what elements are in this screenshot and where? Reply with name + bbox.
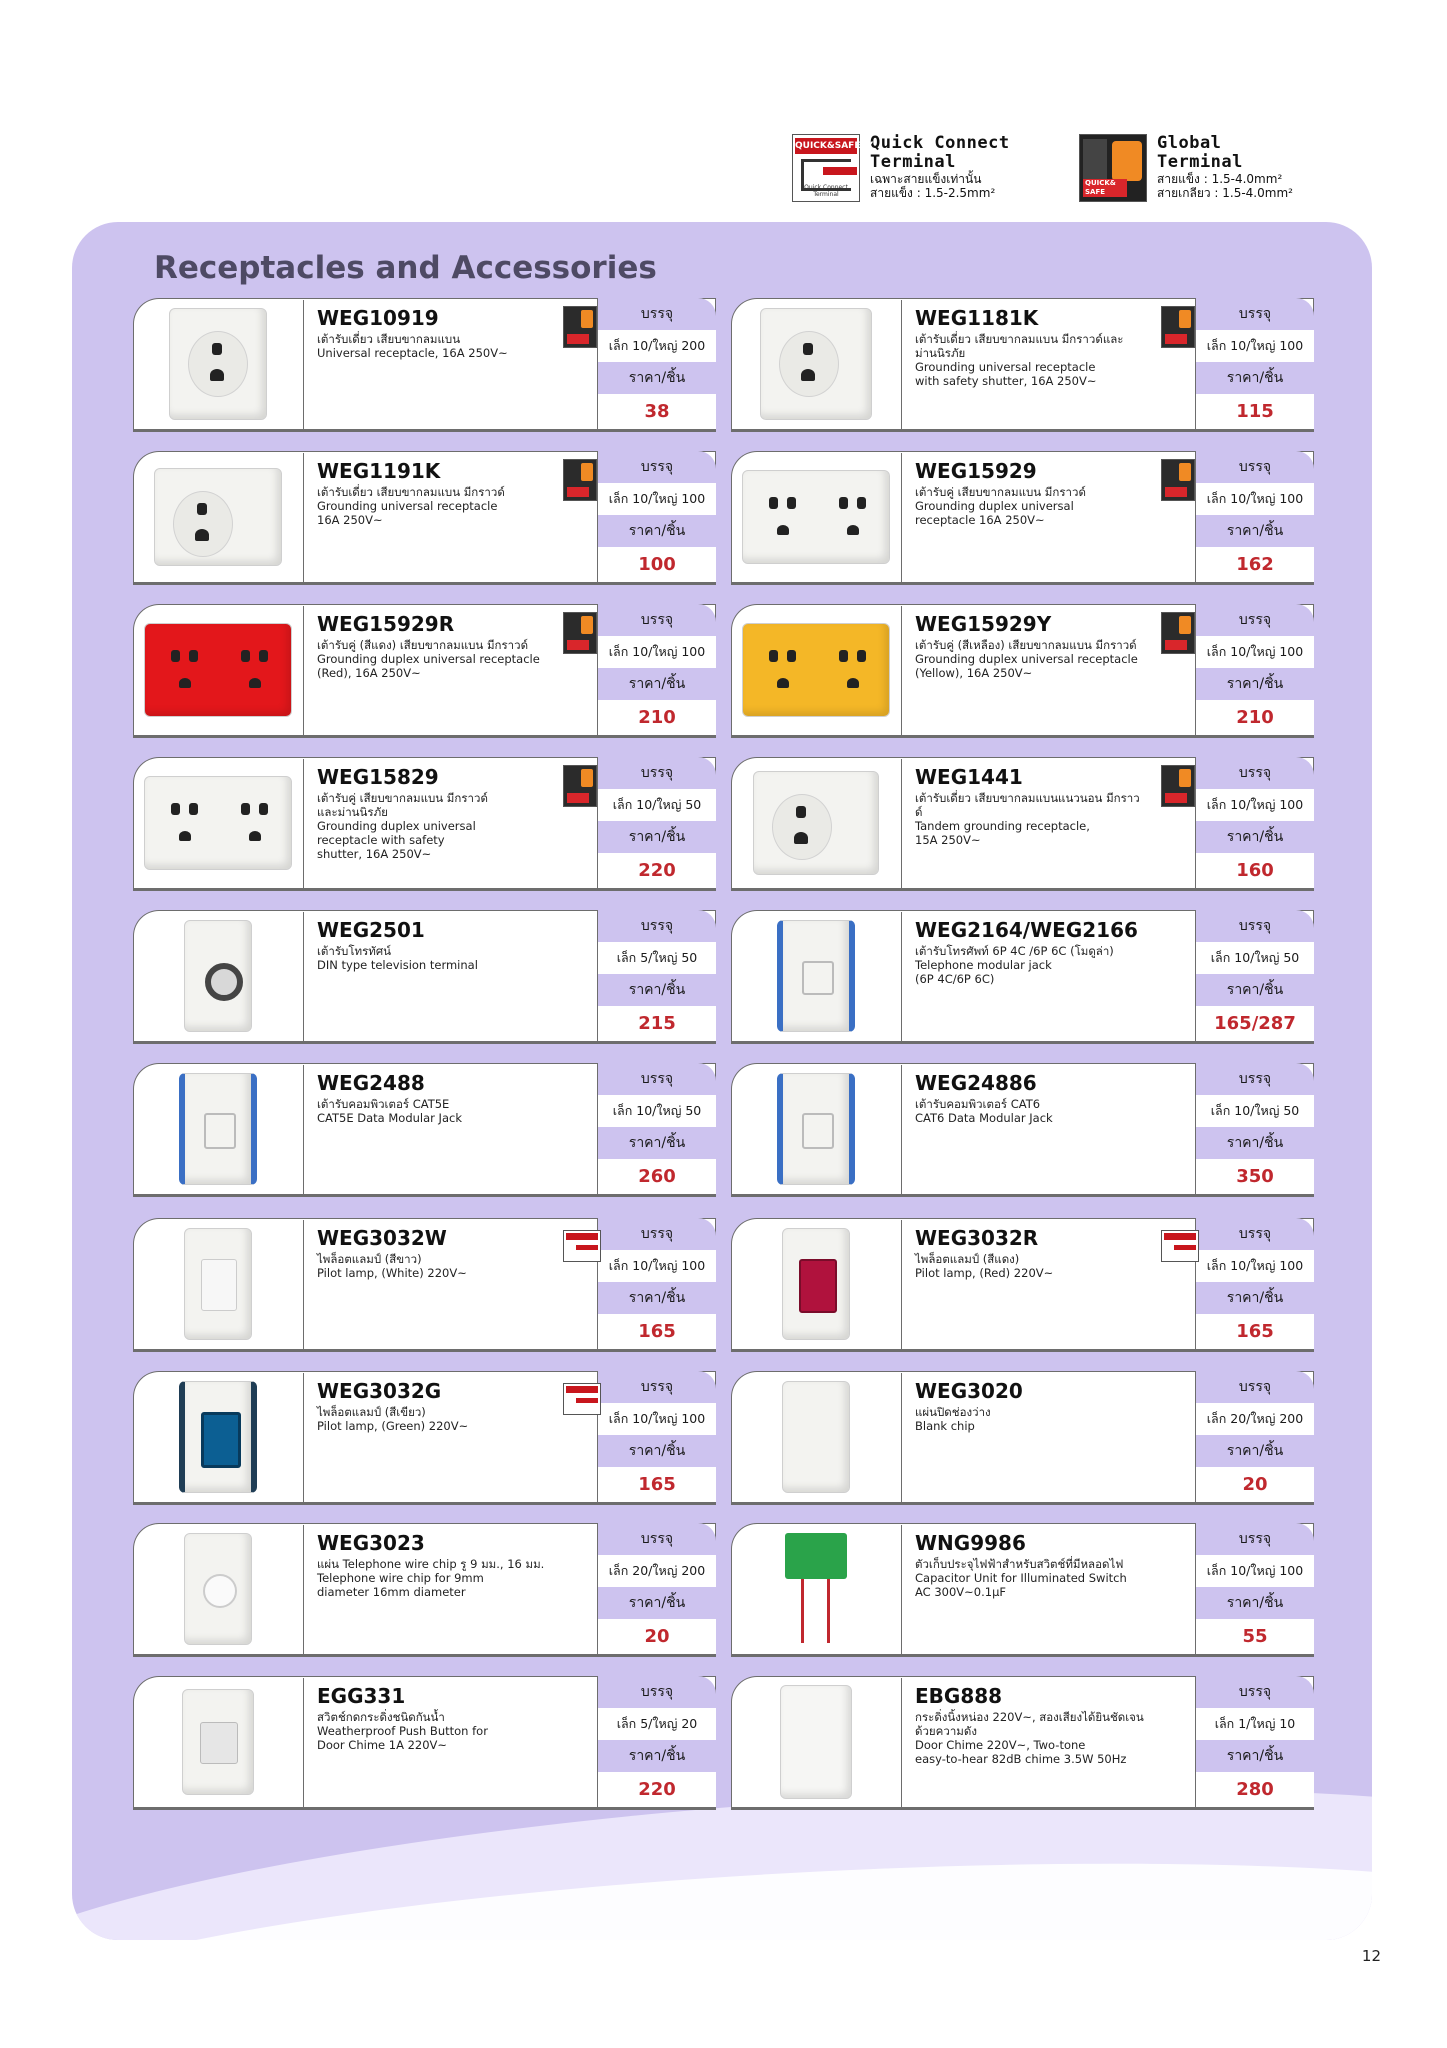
- product-card: [133, 910, 716, 1044]
- product-image: [741, 918, 891, 1034]
- product-description: เต้ารับเดี่ยว เสียบขากลมแบน มีกราวด์ Grounding universal receptacle 16A 250V~: [317, 485, 505, 527]
- product-image: [741, 1379, 891, 1495]
- product-description: เต้ารับคอมพิวเตอร์ CAT5E CAT5E Data Modular Jack: [317, 1097, 462, 1125]
- pack-label: บรรจุ: [598, 604, 716, 637]
- price-box: [597, 1523, 716, 1657]
- pack-quantity: เล็ก 20/ใหญ่ 200: [1196, 1403, 1314, 1436]
- quick-connect-title: Quick Connect: [870, 133, 1010, 153]
- product-image: [741, 1071, 891, 1187]
- module-plate: [777, 1073, 855, 1185]
- pack-quantity: เล็ก 10/ใหญ่ 100: [1196, 330, 1314, 363]
- module-plate: [184, 1228, 252, 1340]
- capacitor-image: [781, 1533, 851, 1645]
- price-label: ราคา/ชิ้น: [598, 1587, 716, 1620]
- module-plate: [179, 1073, 257, 1185]
- price-box: [1195, 1371, 1314, 1505]
- price-box: [1195, 1676, 1314, 1810]
- pack-quantity: เล็ก 10/ใหญ่ 50: [1196, 942, 1314, 975]
- pack-quantity: เล็ก 10/ใหญ่ 100: [598, 1250, 716, 1283]
- price-value: 115: [1196, 394, 1314, 429]
- quick-connect-legend: [792, 134, 1010, 206]
- product-description: เต้ารับคู่ เสียบขากลมแบน มีกราวด์ และม่านนิรภัย Grounding duplex universal receptacle with safety shutter, 16A 250V~: [317, 791, 488, 861]
- module-plate: [184, 920, 252, 1032]
- global-terminal-badge-icon: [563, 459, 597, 501]
- module-plate: [782, 1381, 850, 1493]
- product-image: [741, 612, 891, 728]
- product-description: เต้ารับคู่ (สีเหลือง) เสียบขากลมแบน มีกราวด์ Grounding duplex universal receptacle (Yellow), 16A 250V~: [915, 638, 1138, 680]
- duplex-outlet-plate: [742, 623, 890, 717]
- product-card: [731, 298, 1314, 432]
- outlet-plate: [169, 308, 267, 420]
- outlet-plate: [753, 771, 879, 875]
- price-value: 260: [598, 1159, 716, 1194]
- pack-quantity: เล็ก 10/ใหญ่ 100: [1196, 483, 1314, 516]
- price-label: ราคา/ชิ้น: [598, 1127, 716, 1160]
- product-description: ไพล็อตแลมป์ (สีขาว) Pilot lamp, (White) 220V~: [317, 1252, 467, 1280]
- price-box: [597, 1063, 716, 1197]
- price-value: 20: [598, 1619, 716, 1654]
- pack-quantity: เล็ก 20/ใหญ่ 200: [598, 1555, 716, 1588]
- price-value: 38: [598, 394, 716, 429]
- pack-quantity: เล็ก 10/ใหญ่ 100: [1196, 789, 1314, 822]
- product-image: [143, 306, 293, 422]
- product-code: WEG10919: [317, 306, 439, 330]
- price-label: ราคา/ชิ้น: [598, 1435, 716, 1468]
- global-terminal-title-2: Terminal: [1157, 152, 1243, 172]
- quick-safety-badge-icon: [563, 1383, 601, 1415]
- product-code: WEG15929Y: [915, 612, 1052, 636]
- price-label: ราคา/ชิ้น: [598, 668, 716, 701]
- duplex-outlet-plate: [144, 623, 292, 717]
- pack-label: บรรจุ: [1196, 604, 1314, 637]
- price-label: ราคา/ชิ้น: [1196, 515, 1314, 548]
- pack-label: บรรจุ: [1196, 910, 1314, 943]
- price-box: [597, 910, 716, 1044]
- product-image: [143, 765, 293, 881]
- price-box: [597, 604, 716, 738]
- product-image: [741, 1531, 891, 1647]
- pack-quantity: เล็ก 10/ใหญ่ 100: [1196, 636, 1314, 669]
- global-terminal-badge-icon: [1161, 306, 1195, 348]
- global-terminal-icon: [1079, 134, 1147, 202]
- pack-quantity: เล็ก 10/ใหญ่ 100: [598, 636, 716, 669]
- pack-quantity: เล็ก 10/ใหญ่ 50: [1196, 1095, 1314, 1128]
- global-terminal-badge-label: QUICK& SAFE: [1083, 179, 1127, 197]
- product-code: WEG3020: [915, 1379, 1023, 1403]
- pack-quantity: เล็ก 10/ใหญ่ 50: [598, 789, 716, 822]
- product-card: [731, 451, 1314, 585]
- page-number: 12: [1361, 1947, 1381, 1965]
- pack-label: บรรจุ: [1196, 757, 1314, 790]
- product-description: แผ่นปิดช่องว่าง Blank chip: [915, 1405, 991, 1433]
- global-stranded-wire: สายเกลียว : 1.5-4.0mm²: [1157, 186, 1293, 200]
- product-card: [133, 757, 716, 891]
- price-value: 220: [598, 1772, 716, 1807]
- product-image: [741, 765, 891, 881]
- global-terminal-badge-icon: [1161, 459, 1195, 501]
- product-description: แผ่น Telephone wire chip รู 9 มม., 16 มม. Telephone wire chip for 9mm diameter 16mm diameter: [317, 1557, 545, 1599]
- global-terminal-badge-icon: [563, 306, 597, 348]
- price-box: [597, 451, 716, 585]
- product-code: WEG3032R: [915, 1226, 1039, 1250]
- price-label: ราคา/ชิ้น: [1196, 1127, 1314, 1160]
- page-title: Receptacles and Accessories: [154, 250, 657, 286]
- product-image: [143, 459, 293, 575]
- global-solid-wire: สายแข็ง : 1.5-4.0mm²: [1157, 172, 1283, 186]
- pack-label: บรรจุ: [598, 1371, 716, 1404]
- pack-quantity: เล็ก 5/ใหญ่ 20: [598, 1708, 716, 1741]
- pack-label: บรรจุ: [1196, 1218, 1314, 1251]
- price-value: 165: [598, 1314, 716, 1349]
- price-label: ราคา/ชิ้น: [598, 515, 716, 548]
- price-label: ราคา/ชิ้น: [1196, 821, 1314, 854]
- product-description: เต้ารับเดี่ยว เสียบขากลมแบน มีกราวด์และ ม่านนิรภัย Grounding universal receptacle with safety shutter, 16A 250V~: [915, 332, 1124, 388]
- product-card: [731, 1218, 1314, 1352]
- product-code: EGG331: [317, 1684, 406, 1708]
- price-box: [597, 298, 716, 432]
- quick-safety-badge-icon: [1161, 1230, 1199, 1262]
- price-label: ราคา/ชิ้น: [1196, 1282, 1314, 1315]
- global-terminal-badge-icon: [563, 612, 597, 654]
- global-terminal-title: Global: [1157, 133, 1222, 153]
- pack-label: บรรจุ: [1196, 1523, 1314, 1556]
- product-card: [133, 1676, 716, 1810]
- product-card: [133, 604, 716, 738]
- pack-quantity: เล็ก 5/ใหญ่ 50: [598, 942, 716, 975]
- price-box: [1195, 757, 1314, 891]
- module-plate: [782, 1228, 850, 1340]
- pack-label: บรรจุ: [598, 1063, 716, 1096]
- product-image: [143, 1226, 293, 1342]
- product-code: WEG3032W: [317, 1226, 447, 1250]
- pack-label: บรรจุ: [598, 757, 716, 790]
- pack-quantity: เล็ก 10/ใหญ่ 100: [1196, 1250, 1314, 1283]
- product-code: WEG1441: [915, 765, 1023, 789]
- pack-label: บรรจุ: [598, 451, 716, 484]
- pack-label: บรรจุ: [1196, 298, 1314, 331]
- duplex-outlet-plate: [742, 470, 890, 564]
- product-description: เต้ารับเดี่ยว เสียบขากลมแบนแนวนอน มีกราวด์ Tandem grounding receptacle, 15A 250V~: [915, 791, 1140, 847]
- pack-label: บรรจุ: [1196, 1676, 1314, 1709]
- product-image: [741, 459, 891, 575]
- push-button-image: [182, 1689, 254, 1795]
- pack-quantity: เล็ก 1/ใหญ่ 10: [1196, 1708, 1314, 1741]
- price-label: ราคา/ชิ้น: [598, 1282, 716, 1315]
- pack-label: บรรจุ: [1196, 1063, 1314, 1096]
- price-label: ราคา/ชิ้น: [1196, 1435, 1314, 1468]
- price-value: 220: [598, 853, 716, 888]
- price-box: [597, 1218, 716, 1352]
- outlet-plate: [154, 468, 282, 566]
- price-box: [1195, 298, 1314, 432]
- price-label: ราคา/ชิ้น: [598, 974, 716, 1007]
- price-box: [1195, 1218, 1314, 1352]
- product-card: [133, 1218, 716, 1352]
- price-value: 100: [598, 547, 716, 582]
- quick-safety-badge-icon: [563, 1230, 601, 1262]
- price-value: 350: [1196, 1159, 1314, 1194]
- price-value: 165: [598, 1467, 716, 1502]
- product-card: [133, 1371, 716, 1505]
- product-description: กระดิ่งนิ้งหน่อง 220V~, สองเสียงได้ยินชัดเจน ด้วยความดัง Door Chime 220V~, Two-tone easy-to-hear 82dB chime 3.5W 50Hz: [915, 1710, 1144, 1766]
- product-card: [133, 1523, 716, 1657]
- price-label: ราคา/ชิ้น: [1196, 362, 1314, 395]
- price-box: [597, 1676, 716, 1810]
- price-value: 160: [1196, 853, 1314, 888]
- price-box: [1195, 1523, 1314, 1657]
- quick-connect-note: เฉพาะสายแข็งเท่านั้น: [870, 172, 982, 186]
- product-code: WEG3023: [317, 1531, 425, 1555]
- product-card: [731, 1523, 1314, 1657]
- pack-label: บรรจุ: [598, 1676, 716, 1709]
- product-code: WEG2488: [317, 1071, 425, 1095]
- price-box: [597, 1371, 716, 1505]
- product-description: เต้ารับโทรทัศน์ DIN type television terminal: [317, 944, 478, 972]
- product-description: ตัวเก็บประจุไฟฟ้าสำหรับสวิตช์ที่มีหลอดไฟ Capacitor Unit for Illuminated Switch AC 300V~0.1µF: [915, 1557, 1127, 1599]
- pack-quantity: เล็ก 10/ใหญ่ 200: [598, 330, 716, 363]
- product-description: เต้ารับคู่ เสียบขากลมแบน มีกราวด์ Grounding duplex universal receptacle 16A 250V~: [915, 485, 1086, 527]
- product-card: [731, 757, 1314, 891]
- product-card: [133, 451, 716, 585]
- product-card: [731, 604, 1314, 738]
- price-label: ราคา/ชิ้น: [598, 1740, 716, 1773]
- price-label: ราคา/ชิ้น: [598, 821, 716, 854]
- quick-safety-icon: [792, 134, 874, 202]
- price-box: [1195, 910, 1314, 1044]
- product-image: [143, 1531, 293, 1647]
- product-description: ไพล็อตแลมป์ (สีเขียว) Pilot lamp, (Green) 220V~: [317, 1405, 469, 1433]
- product-card: [133, 1063, 716, 1197]
- product-image: [143, 1684, 293, 1800]
- global-terminal-badge-icon: [563, 765, 597, 807]
- global-terminal-badge-icon: [1161, 765, 1195, 807]
- price-label: ราคา/ชิ้น: [1196, 974, 1314, 1007]
- product-image: [741, 306, 891, 422]
- product-code: WEG1181K: [915, 306, 1039, 330]
- price-value: 20: [1196, 1467, 1314, 1502]
- duplex-outlet-plate: [144, 776, 292, 870]
- quick-safety-badge-label: QUICK&SAFETY: [795, 138, 857, 154]
- door-chime-image: [780, 1685, 852, 1799]
- price-box: [1195, 451, 1314, 585]
- product-code: WEG2501: [317, 918, 425, 942]
- pack-quantity: เล็ก 10/ใหญ่ 100: [1196, 1555, 1314, 1588]
- product-image: [143, 918, 293, 1034]
- price-value: 55: [1196, 1619, 1314, 1654]
- pack-label: บรรจุ: [598, 910, 716, 943]
- price-label: ราคา/ชิ้น: [598, 362, 716, 395]
- price-label: ราคา/ชิ้น: [1196, 668, 1314, 701]
- pack-quantity: เล็ก 10/ใหญ่ 50: [598, 1095, 716, 1128]
- product-image: [741, 1226, 891, 1342]
- product-card: [731, 1371, 1314, 1505]
- product-code: WEG3032G: [317, 1379, 442, 1403]
- quick-connect-wire-size: สายแข็ง : 1.5-2.5mm²: [870, 186, 996, 200]
- product-image: [143, 1071, 293, 1187]
- product-description: ไพล็อตแลมป์ (สีแดง) Pilot lamp, (Red) 220V~: [915, 1252, 1054, 1280]
- product-card: [133, 298, 716, 432]
- outlet-plate: [760, 308, 872, 420]
- pack-label: บรรจุ: [1196, 1371, 1314, 1404]
- global-terminal-badge-icon: [1161, 612, 1195, 654]
- price-value: 165/287: [1196, 1006, 1314, 1041]
- price-value: 215: [598, 1006, 716, 1041]
- price-value: 280: [1196, 1772, 1314, 1807]
- product-code: WEG15929: [915, 459, 1037, 483]
- product-card: [731, 1063, 1314, 1197]
- product-code: WNG9986: [915, 1531, 1026, 1555]
- pack-label: บรรจุ: [598, 1523, 716, 1556]
- product-code: WEG24886: [915, 1071, 1037, 1095]
- quick-connect-badge-caption: Quick Connect Terminal: [804, 184, 848, 198]
- product-image: [741, 1684, 891, 1800]
- product-description: เต้ารับเดี่ยว เสียบขากลมแบน Universal receptacle, 16A 250V~: [317, 332, 508, 360]
- price-value: 162: [1196, 547, 1314, 582]
- pack-label: บรรจุ: [598, 298, 716, 331]
- pack-label: บรรจุ: [1196, 451, 1314, 484]
- product-card: [731, 1676, 1314, 1810]
- product-card: [731, 910, 1314, 1044]
- module-plate: [179, 1381, 257, 1493]
- product-description: เต้ารับคู่ (สีแดง) เสียบขากลมแบน มีกราวด์ Grounding duplex universal receptacle (Red), 16A 250V~: [317, 638, 540, 680]
- price-box: [597, 757, 716, 891]
- pack-label: บรรจุ: [598, 1218, 716, 1251]
- price-value: 165: [1196, 1314, 1314, 1349]
- product-image: [143, 1379, 293, 1495]
- price-box: [1195, 604, 1314, 738]
- price-value: 210: [598, 700, 716, 735]
- product-image: [143, 612, 293, 728]
- product-description: เต้ารับโทรศัพท์ 6P 4C /6P 6C (โมดูล่า) Telephone modular jack (6P 4C/6P 6C): [915, 944, 1114, 986]
- price-label: ราคา/ชิ้น: [1196, 1740, 1314, 1773]
- module-plate: [184, 1533, 252, 1645]
- pack-quantity: เล็ก 10/ใหญ่ 100: [598, 1403, 716, 1436]
- product-code: WEG1191K: [317, 459, 441, 483]
- pack-quantity: เล็ก 10/ใหญ่ 100: [598, 483, 716, 516]
- product-description: สวิตช์กดกระดิ่งชนิดกันน้ำ Weatherproof Push Button for Door Chime 1A 220V~: [317, 1710, 488, 1752]
- global-terminal-legend: [1079, 134, 1293, 206]
- module-plate: [777, 920, 855, 1032]
- price-box: [1195, 1063, 1314, 1197]
- price-label: ราคา/ชิ้น: [1196, 1587, 1314, 1620]
- product-code: WEG2164/WEG2166: [915, 918, 1138, 942]
- quick-connect-title-2: Terminal: [870, 152, 956, 172]
- product-code: WEG15929R: [317, 612, 455, 636]
- product-code: EBG888: [915, 1684, 1003, 1708]
- product-description: เต้ารับคอมพิวเตอร์ CAT6 CAT6 Data Modular Jack: [915, 1097, 1053, 1125]
- product-code: WEG15829: [317, 765, 439, 789]
- price-value: 210: [1196, 700, 1314, 735]
